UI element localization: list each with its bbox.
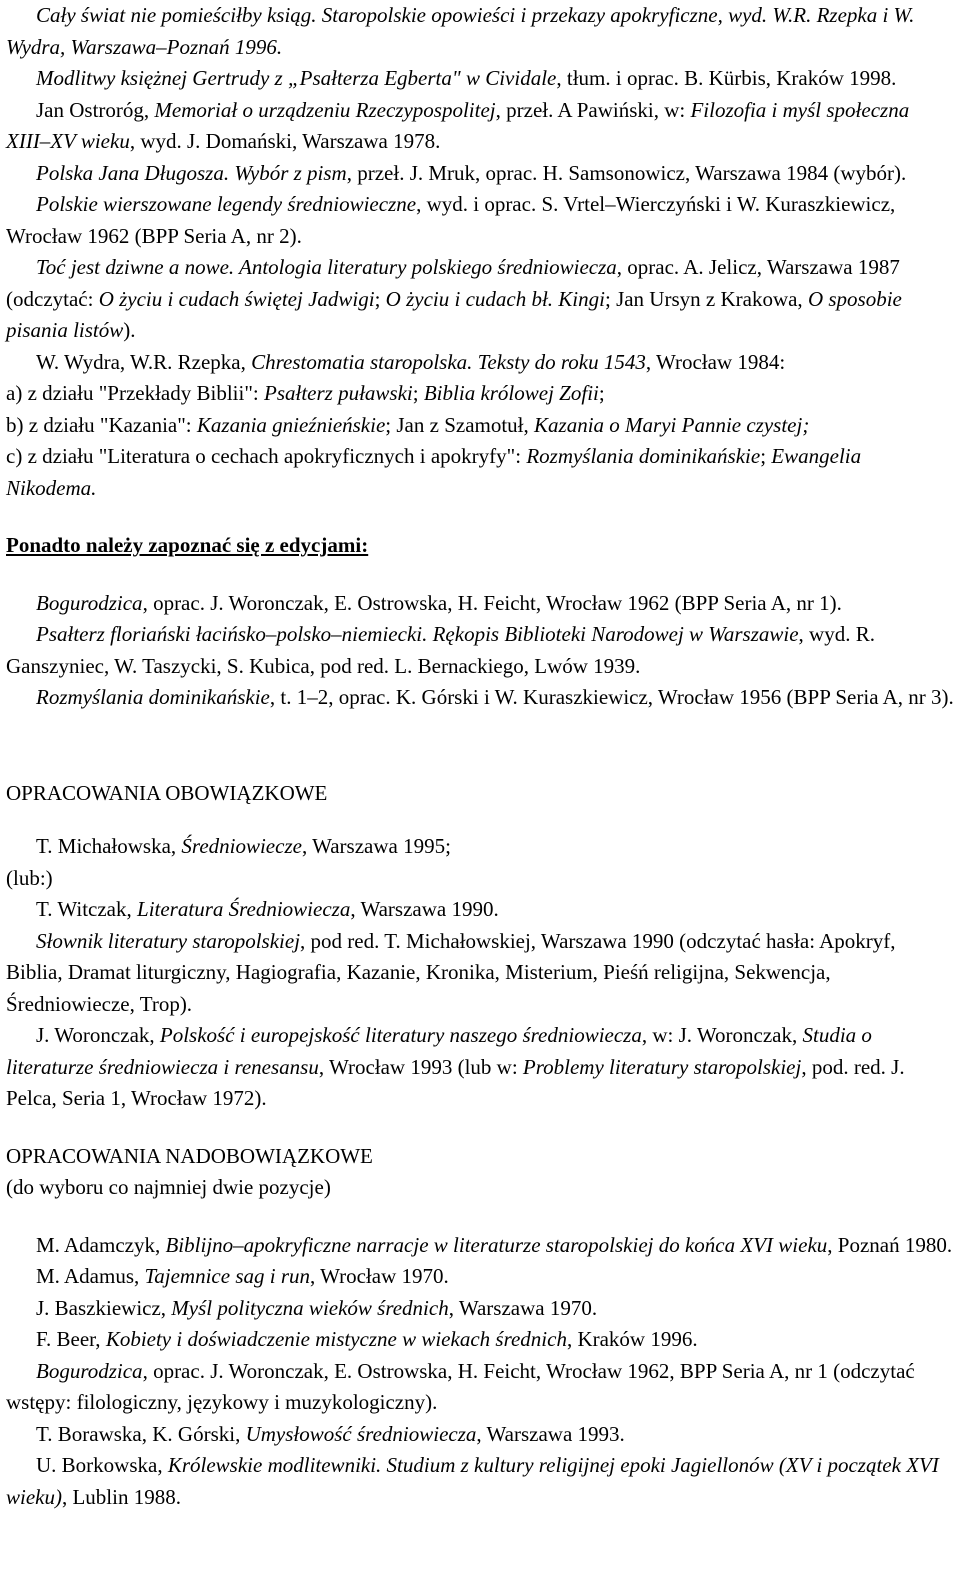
entry-text: T. Borawska, K. Górski,	[36, 1421, 246, 1446]
bibliography-entry	[6, 1293, 954, 1325]
entry-text: , Wrocław 1970.	[310, 1264, 449, 1288]
bibliography-entry	[6, 1450, 954, 1513]
entry-text: , Warszawa 1995;	[301, 834, 451, 858]
entry-text: , t. 1–2, oprac. K. Górski i W. Kuraszkiewicz, Wrocław 1956 (BPP Seria A, nr 3).	[269, 685, 954, 709]
entry-text: , Wrocław 1993 (lub w:	[318, 1054, 523, 1079]
entry-text: U. Borkowska,	[36, 1453, 168, 1477]
entry-title-text: Literatura Średniowiecza	[137, 897, 351, 921]
entry-title-text: Bogurodzica	[36, 590, 143, 615]
entry-text: Jan Ostroróg,	[36, 97, 155, 122]
entry-text: T. Witczak,	[36, 897, 138, 921]
entry-text: ).	[123, 318, 136, 342]
entry-text: , wyd. J. Domański, Warszawa 1978.	[129, 129, 441, 153]
entry-title-text: Polska Jana Długosza. Wybór z pism	[36, 160, 347, 185]
entry-title-text: wyd. W.R. Rzepka i W. Wydra, Warszawa–Poznań 1996.	[6, 3, 915, 59]
entry-text: F. Beer,	[36, 1327, 106, 1351]
entry-text: , oprac. J. Woronczak, E. Ostrowska, H. Feicht, Wrocław 1962 (BPP Seria A, nr 1).	[142, 590, 842, 615]
bibliography-entry	[6, 588, 954, 620]
bibliography-entry	[6, 347, 954, 379]
editions-list	[6, 588, 954, 714]
entry-title-text: O życiu i cudach świętej Jadwigi	[98, 286, 375, 311]
entry-title-text: Biblijno–apokryficzne narracje w literaturze staropolskiej do końca XVI wieku	[165, 1232, 828, 1257]
entry-title-text: Polskie wierszowane legendy średniowieczne	[36, 192, 417, 216]
bibliography-entry	[6, 441, 954, 504]
entry-text: , oprac. J. Woronczak, E. Ostrowska, H. Feicht, Wrocław 1962, BPP Seria A, nr 1 (odczytać wstępy: filologiczny, językowy i muzykologiczny).	[6, 1358, 915, 1414]
entry-text: J. Woronczak,	[36, 1023, 160, 1047]
required-heading: OPRACOWANIA OBOWIĄZKOWE	[6, 780, 328, 805]
required-list	[6, 831, 954, 1115]
intro-list	[6, 0, 954, 378]
bibliography-entry	[6, 410, 954, 442]
entry-text: , oprac. A. Jelicz, Warszawa 1987 (odczytać:	[6, 255, 900, 311]
entry-title-text: Problemy literatury staropolskiej	[522, 1054, 802, 1079]
entry-text: , Warszawa 1970.	[448, 1295, 598, 1320]
entry-text: , Wrocław 1984:	[645, 349, 786, 374]
entry-title-text: O sposobie pisania listów	[6, 286, 902, 342]
bibliography-entry	[6, 831, 954, 863]
entry-text: , w: J. Woronczak,	[641, 1023, 803, 1047]
entry-title-text: Chrestomatia staropolska. Teksty do roku 1543	[251, 349, 646, 374]
entry-text: J. Baszkiewicz,	[36, 1295, 172, 1320]
bibliography-entry	[6, 95, 954, 158]
entry-title-text: Cały świat nie pomieściłby ksiąg. Staropolskie opowieści i przekazy apokryficzne,	[36, 3, 729, 27]
bibliography-entry	[6, 682, 954, 714]
entry-text: M. Adamus,	[36, 1264, 145, 1288]
optional-list	[6, 1230, 954, 1514]
entry-text: M. Adamczyk,	[36, 1232, 166, 1257]
entry-title-text: Rozmyślania dominikańskie	[526, 444, 761, 468]
entry-title-text: Królewskie modlitewniki. Studium z kultury religijnej epoki Jagiellonów (XV i początek XVI wieku)	[6, 1453, 939, 1509]
entry-text: T. Michałowska,	[36, 834, 182, 858]
bibliography-entry	[6, 1356, 954, 1419]
entry-text: (lub:)	[6, 865, 53, 890]
bibliography-entry	[6, 63, 954, 95]
bibliography-entry	[6, 1020, 954, 1115]
entry-title-text: Filozofia i myśl społeczna XIII–XV wieku	[6, 97, 910, 153]
entry-text: , Kraków 1996.	[566, 1327, 698, 1351]
bibliography-entry	[6, 894, 954, 926]
entry-title-text: Tajemnice sag i run	[144, 1264, 310, 1288]
entry-title-text: Myśl polityczna wieków średnich	[171, 1295, 449, 1320]
optional-subheading: (do wyboru co najmniej dwie pozycje)	[6, 1175, 331, 1199]
entry-text: W. Wydra, W.R. Rzepka,	[36, 349, 252, 374]
entry-text: ;	[412, 381, 424, 405]
entry-text: ;	[760, 444, 772, 468]
entry-title-text: Studia o literaturze średniowiecza i renesansu	[6, 1023, 872, 1079]
entry-text: , przeł. A Pawiński, w:	[495, 97, 691, 122]
bibliography-entry	[6, 619, 954, 682]
entry-title-text: Słownik literatury staropolskiej	[36, 928, 301, 953]
bibliography-entry	[6, 0, 954, 63]
entry-title-text: Bogurodzica	[36, 1358, 143, 1383]
bibliography-entry	[6, 158, 954, 190]
entry-text: ; Jan Ursyn z Krakowa,	[604, 286, 808, 311]
entry-text: , wyd. i oprac. S. Vrtel–Wierczyński i W. Kuraszkiewicz, Wrocław 1962 (BPP Seria A, nr 2).	[6, 192, 896, 248]
entry-title-text: Kobiety i doświadczenie mistyczne w wiekach średnich	[105, 1327, 567, 1351]
optional-heading: OPRACOWANIA NADOBOWIĄZKOWE	[6, 1143, 373, 1168]
entry-text: , wyd. R. Ganszyniec, W. Taszycki, S. Kubica, pod red. L. Bernackiego, Lwów 1939.	[6, 622, 875, 678]
entry-text: ; Jan z Szamotuł,	[385, 412, 535, 437]
entry-text: c) z działu "Literatura o cechach apokryficznych i apokryfy":	[6, 444, 527, 468]
entry-text: , pod red. T. Michałowskiej, Warszawa 1990 (odczytać hasła: Apokryf, Biblia, Dramat liturgiczny, Hagiografia, Kazanie, Kronika, Misterium, Pieśń religijna, Sekwencja, Średniowiecze, Trop).	[6, 928, 896, 1016]
entry-title-text: Modlitwy księżnej Gertrudy z „Psałterza Egberta" w Cividale	[36, 66, 557, 90]
entry-text: a) z działu "Przekłady Biblii":	[6, 381, 264, 405]
entry-text: , Warszawa 1990.	[350, 897, 499, 921]
bibliography-entry	[6, 1261, 954, 1293]
entry-text: b) z działu "Kazania":	[6, 412, 197, 437]
entry-text: , tłum. i oprac. B. Kürbis, Kraków 1998.	[556, 66, 897, 90]
bibliography-entry	[6, 926, 954, 1021]
entry-text: , pod. red. J. Pelca, Seria 1, Wrocław 1972).	[6, 1054, 905, 1110]
bibliography-entry	[6, 863, 954, 895]
sub-list	[6, 378, 954, 504]
bibliography-entry	[6, 189, 954, 252]
bibliography-entry	[6, 1419, 954, 1451]
entry-text: , Poznań 1980.	[827, 1232, 953, 1257]
entry-title-text: Kazania o Maryi Pannie czystej;	[534, 412, 810, 437]
bibliography-entry	[6, 1230, 954, 1262]
entry-text: , Warszawa 1993.	[476, 1421, 625, 1446]
entry-title-text: O życiu i cudach bł. Kingi	[385, 286, 605, 311]
bibliography-entry	[6, 1324, 954, 1356]
editions-heading: Ponadto należy zapoznać się z edycjami:	[6, 533, 369, 557]
entry-title-text: Biblia królowej Zofii	[423, 381, 599, 405]
entry-text: , Lublin 1988.	[61, 1484, 181, 1509]
entry-title-text: Polskość i europejskość literatury naszego średniowiecza	[159, 1023, 642, 1047]
entry-title-text: Średniowiecze	[181, 834, 302, 858]
entry-title-text: Psałterz floriański łacińsko–polsko–niemiecki. Rękopis Biblioteki Narodowej w Warszawie	[36, 622, 799, 646]
entry-title-text: Memoriał o urządzeniu Rzeczypospolitej	[154, 97, 496, 122]
bibliography-entry	[6, 252, 954, 347]
entry-text: ;	[598, 381, 605, 405]
entry-title-text: Rozmyślania dominikańskie	[36, 685, 270, 709]
entry-text: , przeł. J. Mruk, oprac. H. Samsonowicz, Warszawa 1984 (wybór).	[346, 160, 907, 185]
entry-title-text: Umysłowość średniowiecza	[245, 1421, 477, 1446]
entry-title-text: Kazania gnieźnieńskie	[196, 412, 386, 437]
bibliography-entry	[6, 378, 954, 410]
entry-title-text: Toć jest dziwne a nowe. Antologia literatury polskiego średniowiecza	[36, 255, 617, 279]
entry-title-text: Ewangelia Nikodema.	[6, 444, 862, 500]
entry-title-text: Psałterz puławski	[264, 381, 413, 405]
entry-text: ;	[374, 286, 386, 311]
